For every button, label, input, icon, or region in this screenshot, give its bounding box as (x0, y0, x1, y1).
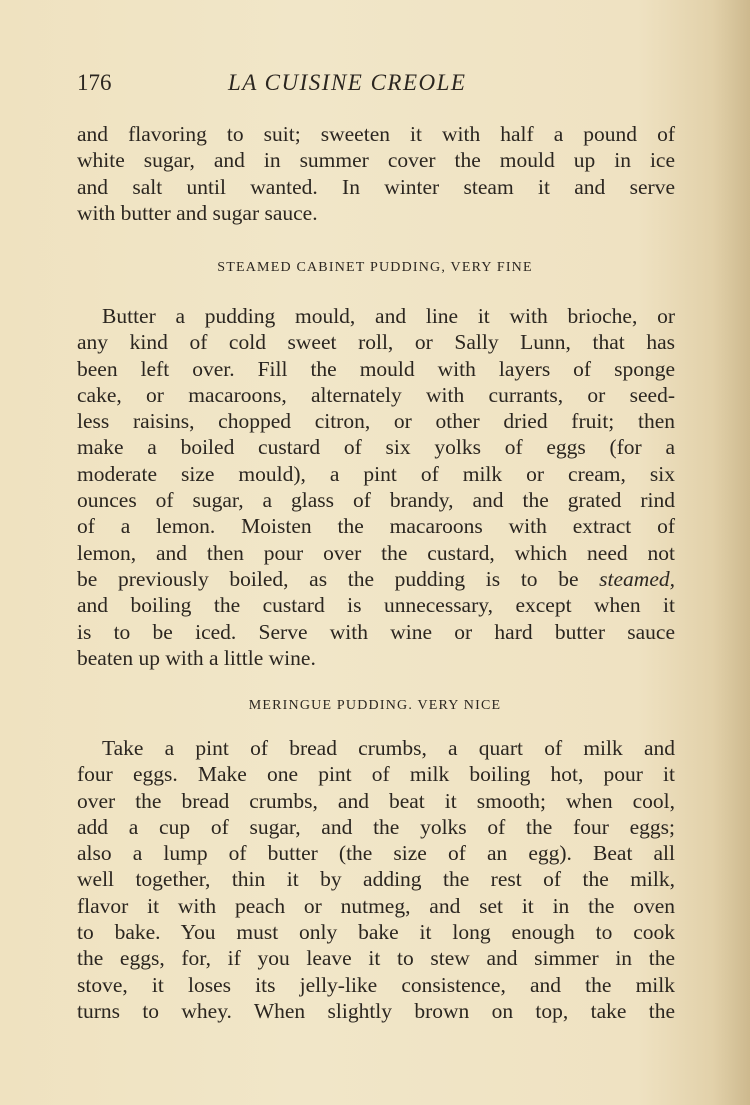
text-line: with butter and sugar sauce. (77, 200, 318, 225)
text-line: and salt until wanted. In winter steam it and serve (77, 174, 675, 199)
text-line: moderate size mould), a pint of milk or cream, six (77, 461, 675, 486)
text-line: add a cup of sugar, and the yolks of the four eggs; (77, 814, 675, 839)
paragraph-3 (77, 735, 675, 1024)
text-line: been left over. Fill the mould with layers of sponge (77, 356, 675, 381)
text-line: turns to whey. When slightly brown on top, take the (77, 998, 675, 1023)
text-line: over the bread crumbs, and beat it smooth; when cool, (77, 788, 675, 813)
text-line: Butter a pudding mould, and line it with brioche, or (102, 304, 675, 328)
text-line: well together, thin it by adding the rest of the milk, (77, 867, 675, 892)
text-line: and flavoring to suit; sweeten it with half a pound of (77, 122, 675, 146)
paragraph-2 (77, 303, 675, 671)
paragraph-1 (77, 121, 675, 226)
text-line: of a lemon. Moisten the macaroons with extract of (77, 514, 675, 539)
text-line: four eggs. Make one pint of milk boiling hot, pour it (77, 762, 675, 787)
text-line: white sugar, and in summer cover the mould up in ice (77, 148, 675, 173)
text-line: ounces of sugar, a glass of brandy, and the grated rind (77, 488, 675, 513)
text-line: lemon, and then pour over the custard, which need not (77, 540, 675, 565)
recipe-heading-meringue-pudding: MERINGUE PUDDING. VERY NICE (248, 698, 502, 713)
recipe-heading-steamed-cabinet-pudding: STEAMED CABINET PUDDING, VERY FINE (217, 260, 533, 275)
text-line: stove, it loses its jelly-like consistence, and the milk (77, 972, 675, 997)
text-line: is to be iced. Serve with wine or hard butter sauce (77, 619, 675, 644)
text-line: and boiling the custard is unnecessary, except when it (77, 593, 675, 618)
text-line: flavor it with peach or nutmeg, and set it in the oven (77, 893, 675, 918)
text-line: beaten up with a little wine. (77, 645, 316, 670)
text-line: Take a pint of bread crumbs, a quart of milk and (102, 736, 675, 760)
text-line: less raisins, chopped citron, or other dried fruit; then (77, 409, 675, 434)
text-line: to bake. You must only bake it long enough to cook (77, 920, 675, 945)
text-line: be previously boiled, as the pudding is to be steamed, (77, 566, 675, 591)
text-line: the eggs, for, if you leave it to stew and simmer in the (77, 946, 675, 971)
running-title: LA CUISINE CREOLE (228, 70, 467, 95)
text-line: cake, or macaroons, alternately with currants, or seed- (77, 382, 675, 407)
page-number: 176 (77, 70, 112, 95)
text-line: also a lump of butter (the size of an egg). Beat all (77, 841, 675, 866)
text-line: any kind of cold sweet roll, or Sally Lunn, that has (77, 330, 675, 355)
text-line: make a boiled custard of six yolks of eggs (for a (77, 435, 675, 460)
